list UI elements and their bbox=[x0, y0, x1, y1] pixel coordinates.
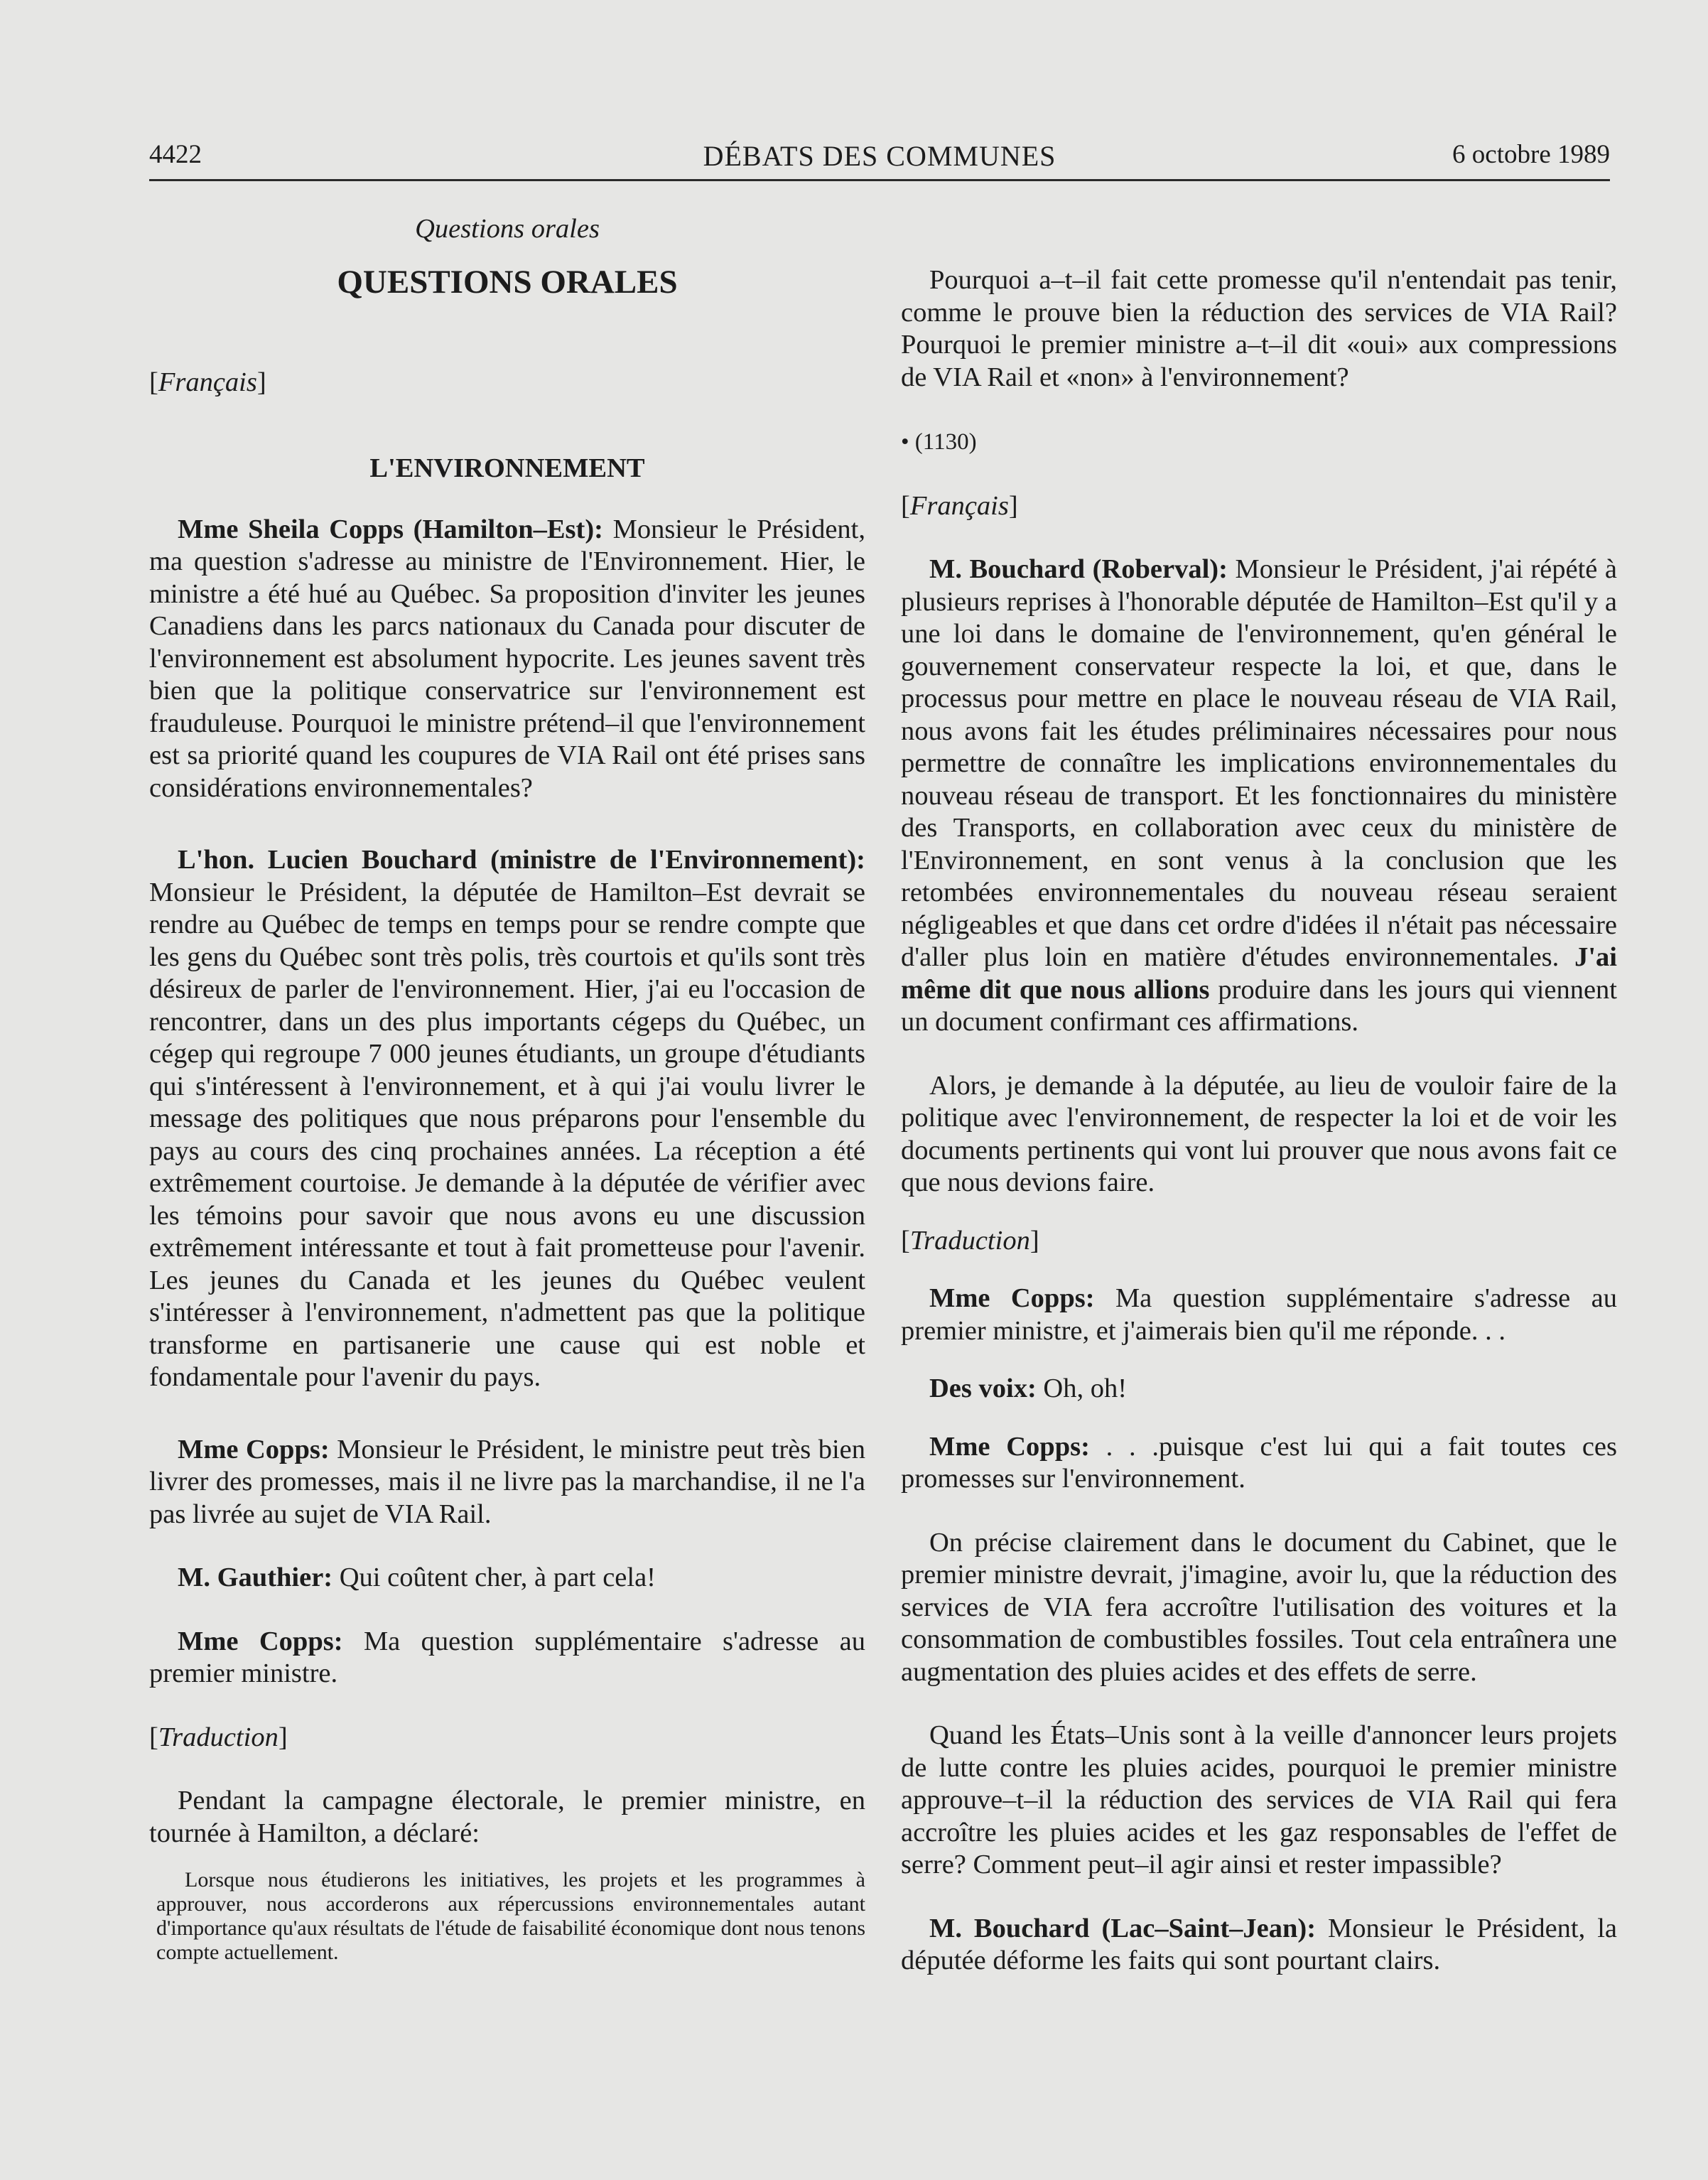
speech-paragraph: Des voix: Oh, oh! bbox=[929, 1374, 1128, 1403]
right-column bbox=[901, 264, 1617, 1977]
speaker-name: M. Bouchard (Roberval): bbox=[929, 554, 1228, 584]
speech-paragraph: L'hon. Lucien Bouchard (ministre de l'Environnement): Monsieur le Président, la députée de Hamilton–Est devrait se rendre au Québec de temps en temps pour se rendre compte que les gens du Québec sont très polis, très courtois et qu'ils sont très désireux de parler de l'environnement. Hier, j'ai eu l'occasion de rencontrer, dans un des plus importants cégeps du Québec, un cégep qui regroupe 7 000 jeunes étudiants, un groupe d'étudiants qui s'intéressent à l'environnement, et à qui j'ai voulu livrer le message des politiques que nous préparons pour l'ensemble du pays au cours des cinq prochaines années. La réception a été extrêmement courtoise. Je demande à la députée de vérifier avec les témoins pour savoir que nous avons eu une discussion extrêmement intéressante et tout à fait prometteuse pour l'avenir. Les jeunes du Canada et les jeunes du Québec veulent s'intéresser à l'environnement, n'admettent pas que la politique transforme en partisanerie une cause qui est noble et fondamentale pour l'avenir du pays. bbox=[149, 845, 865, 1392]
speaker-name: L'hon. Lucien Bouchard (ministre de l'Environnement): bbox=[178, 845, 865, 875]
speech-paragraph: Quand les États–Unis sont à la veille d'annoncer leurs projets de lutte contre les pluies acides, pourquoi le premier ministre approuve–t–il la réduction des services de VIA Rail qui fera accroître les pluies acides et les gaz responsables de l'effet de serre? Comment peut–il agir ainsi et rester impassible? bbox=[901, 1720, 1617, 1879]
speaker-name: M. Bouchard (Lac–Saint–Jean): bbox=[929, 1913, 1317, 1943]
speech-paragraph: Mme Copps: Ma question supplémentaire s'adresse au premier ministre, et j'aimerais bien qu'il me réponde. . . bbox=[901, 1283, 1617, 1346]
speaker-name: Mme Copps: bbox=[929, 1431, 1090, 1462]
section-label: Questions orales bbox=[415, 214, 600, 244]
language-note: [Français] bbox=[901, 490, 1018, 521]
language-note: [Traduction] bbox=[901, 1225, 1039, 1256]
language-note: [Traduction] bbox=[149, 1722, 288, 1752]
speech-paragraph: On précise clairement dans le document du Cabinet, que le premier ministre devrait, j'imagine, avoir lu, que la réduction des services de VIA fera accroître l'utilisation des voitures et la consommation de combustibles fossiles. Tout cela entraînera une augmentation des pluies acides et des effets de serre. bbox=[901, 1527, 1617, 1687]
time-marker: • (1130) bbox=[901, 429, 977, 455]
speaker-name: Des voix: bbox=[929, 1374, 1037, 1403]
page-header bbox=[149, 136, 1610, 181]
speech-paragraph: Mme Copps: Ma question supplémentaire s'adresse au premier ministre. bbox=[149, 1626, 865, 1688]
speech-paragraph: M. Bouchard (Lac–Saint–Jean): Monsieur le Président, la députée déforme les faits qui sont pourtant clairs. bbox=[901, 1913, 1617, 1975]
speech-paragraph: Alors, je demande à la députée, au lieu de vouloir faire de la politique avec l'environnement, de respecter la loi et de voir les documents pertinents qui vont lui prouver que nous avons fait ce que nous devions faire. bbox=[901, 1070, 1617, 1197]
speaker-name: Mme Copps: bbox=[929, 1283, 1095, 1313]
speaker-name: M. Gauthier: bbox=[178, 1563, 333, 1592]
speech-paragraph: Mme Sheila Copps (Hamilton–Est): Monsieur le Président, ma question s'adresse au ministre de l'Environnement. Hier, le ministre a été hué au Québec. Sa proposition d'inviter les jeunes Canadiens dans les parcs nationaux du Canada pour discuter de l'environnement est absolument hypocrite. Les jeunes savent très bien que la politique conservatrice sur l'environnement est frauduleuse. Pourquoi le ministre prétend–il que l'environnement est sa priorité quand les coupures de VIA Rail ont été prises sans considérations environnementales? bbox=[149, 514, 866, 803]
speaker-name: Mme Copps: bbox=[178, 1434, 330, 1464]
left-column bbox=[149, 213, 865, 1965]
speech-paragraph: Pourquoi a–t–il fait cette promesse qu'il n'entendait pas tenir, comme le prouve bien la réduction des services de VIA Rail? Pourquoi le premier ministre a–t–il dit «oui» aux compressions de VIA Rail et «non» à l'environnement? bbox=[901, 265, 1617, 392]
block-quote: Lorsque nous étudierons les initiatives, les projets et les programmes à approuver, nous accorderons aux répercussions environnementales autant d'importance qu'aux résultats de l'étude de faisabilité économique dont nous tenons compte actuellement. bbox=[156, 1868, 865, 1964]
speech-paragraph: Mme Copps: Monsieur le Président, le ministre peut très bien livrer des promesses, mais il ne livre pas la marchandise, il ne l'a pas livrée au sujet de VIA Rail. bbox=[149, 1434, 865, 1529]
speech-paragraph: Mme Copps: . . .puisque c'est lui qui a fait toutes ces promesses sur l'environnement. bbox=[901, 1431, 1617, 1494]
speech-paragraph: Pendant la campagne électorale, le premier ministre, en tournée à Hamilton, a déclaré: bbox=[149, 1786, 865, 1848]
section-heading: QUESTIONS ORALES bbox=[337, 263, 678, 301]
page-number: 4422 bbox=[149, 140, 202, 169]
speaker-name: Mme Sheila Copps (Hamilton–Est): bbox=[178, 514, 603, 544]
language-note: [Français] bbox=[149, 367, 266, 397]
speech-paragraph: M. Gauthier: Qui coûtent cher, à part cela! bbox=[178, 1563, 656, 1592]
speaker-name: Mme Copps: bbox=[178, 1626, 343, 1656]
publication-date: 6 octobre 1989 bbox=[1452, 140, 1610, 169]
subject-heading: L'ENVIRONNEMENT bbox=[369, 453, 645, 483]
publication-title: DÉBATS DES COMMUNES bbox=[703, 140, 1056, 172]
speech-paragraph: M. Bouchard (Roberval): Monsieur le Président, j'ai répété à plusieurs reprises à l'honorable députée de Hamilton–Est qu'il y a une loi dans le domaine de l'environnement, qu'en général le gouvernement conservateur respecte la loi, et que, dans le processus pour mettre en place le nouveau réseau de VIA Rail, nous avons fait les études préliminaires nécessaires pour nous permettre de connaître les implications environnementales du nouveau réseau de transport. Et les fonctionnaires du ministère des Transports, en collaboration avec ceux du ministère de l'Environnement, en sont venus à la conclusion que les retombées environnementales du nouveau réseau seraient négligeables et que dans cet ordre d'idées il n'était pas nécessaire d'aller plus loin en matière d'études environnementales. J'ai même dit que nous allions produire dans les jours qui viennent un document confirmant ces affirmations. bbox=[901, 554, 1618, 1037]
